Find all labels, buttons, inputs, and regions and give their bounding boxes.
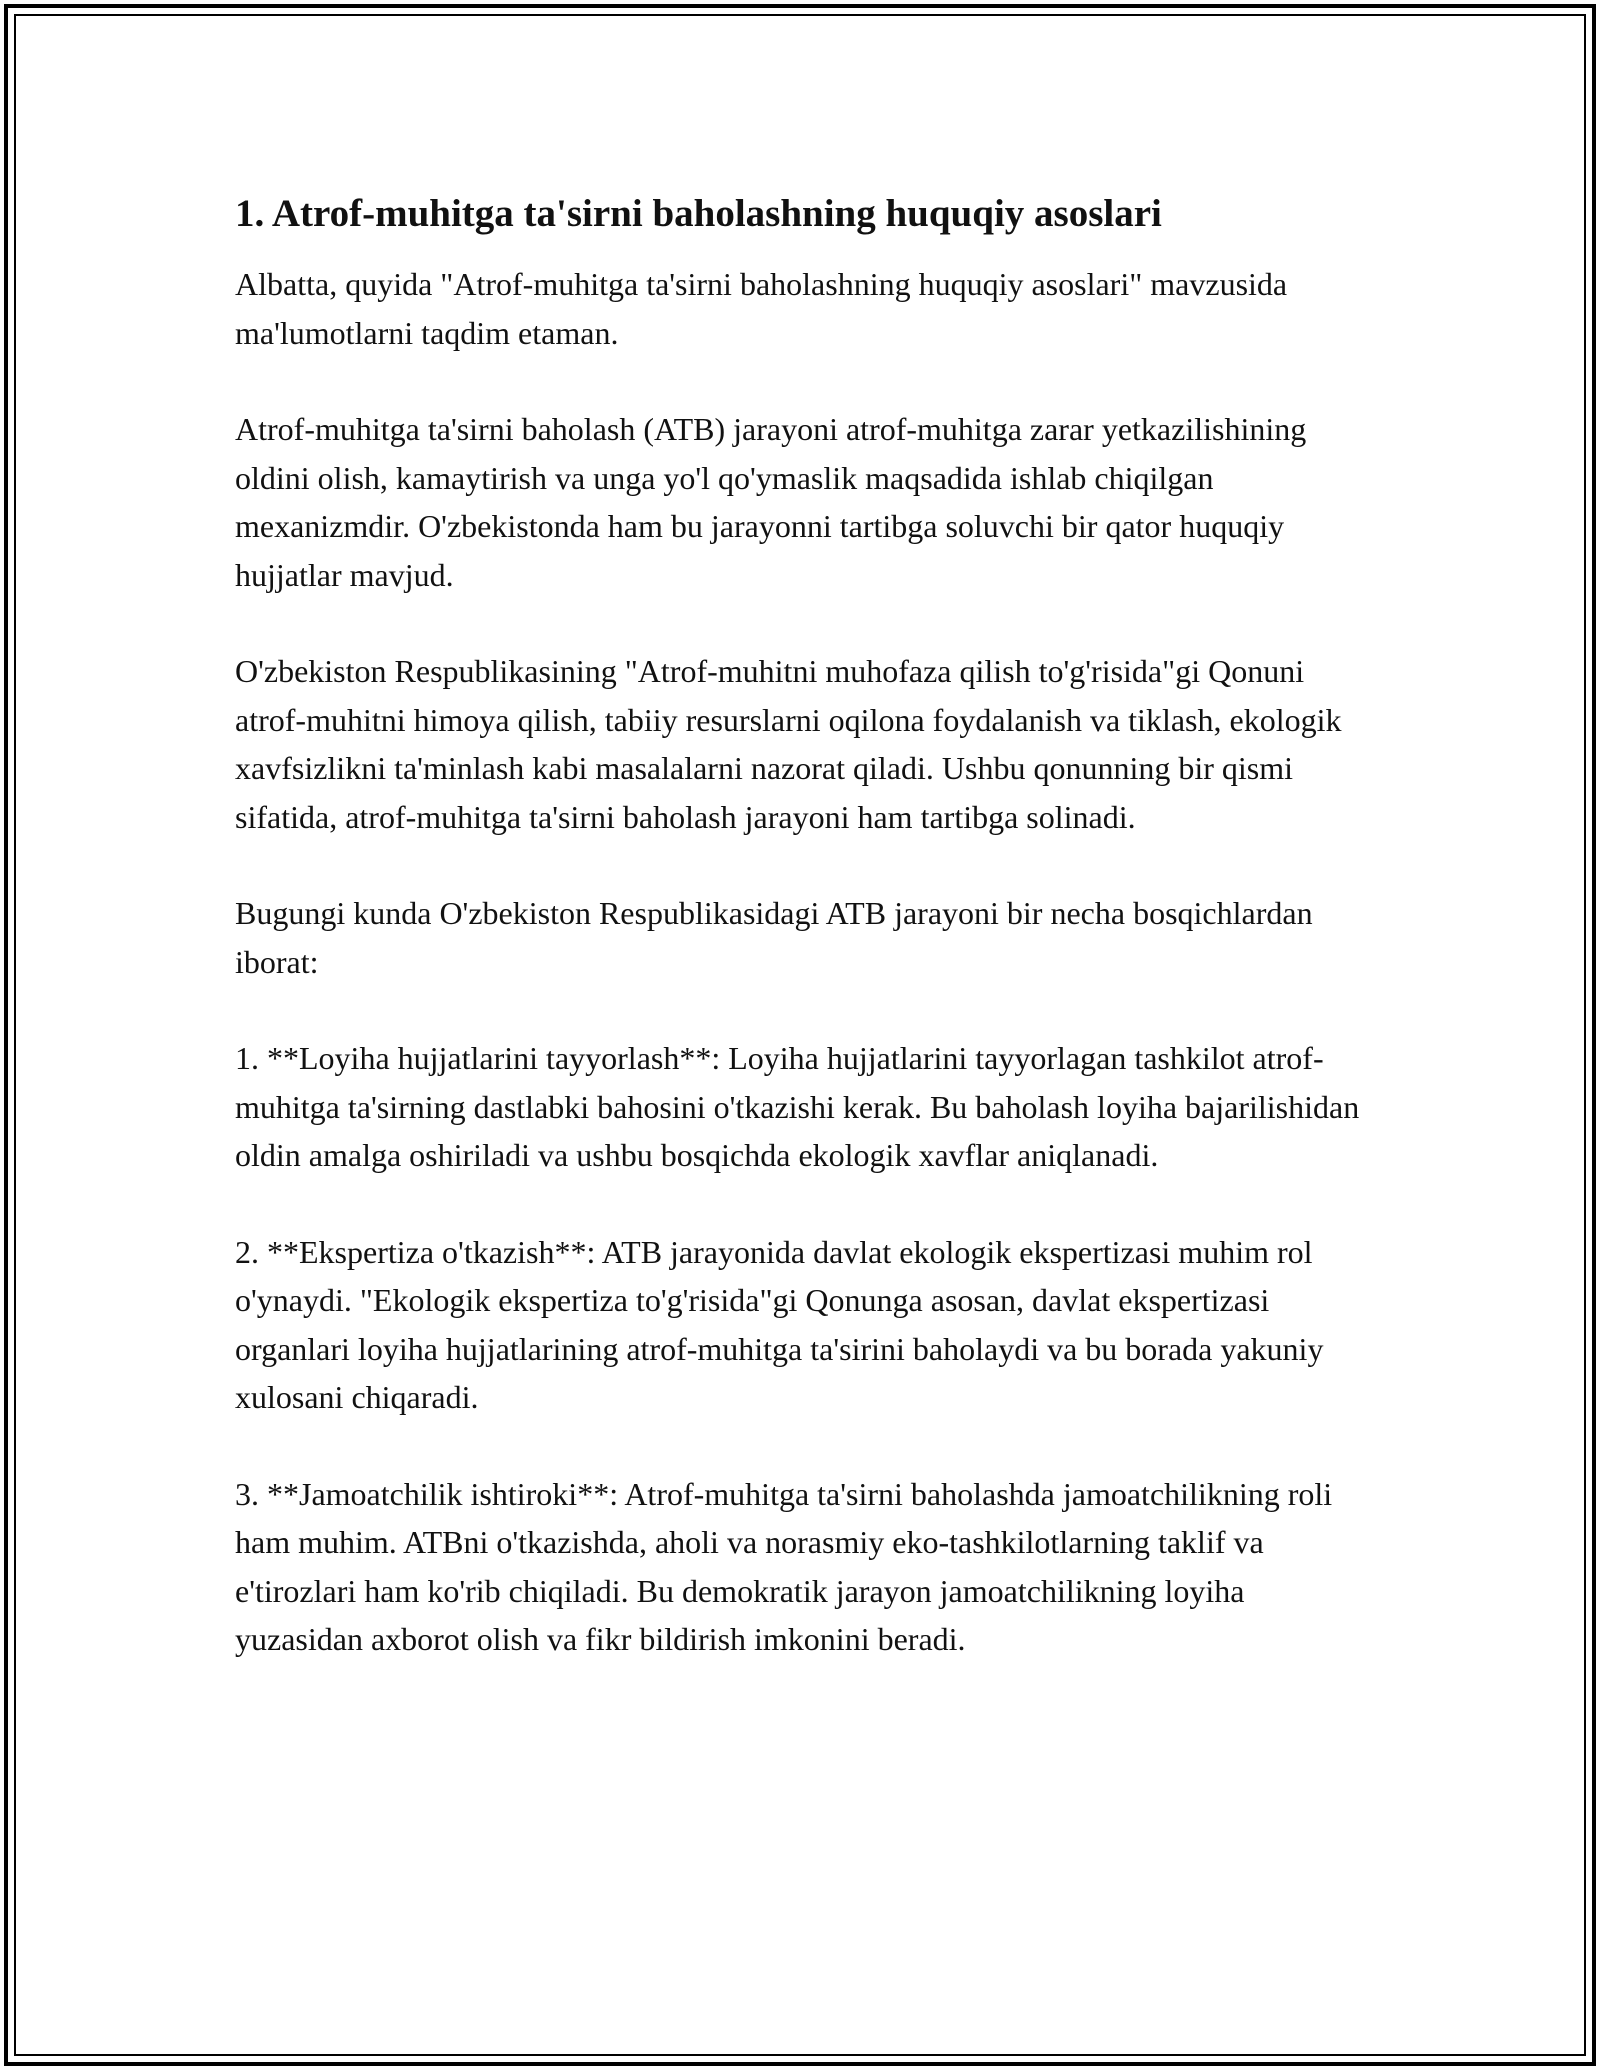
- list-item-stage-2: 2. **Ekspertiza o'tkazish**: ATB jarayonida davlat ekologik ekspertizasi muhim rol o'ynaydi. "Ekologik ekspertiza to'g'risida"gi Qonunga asosan, davlat ekspertizasi organlari loyiha hujjatlarining atrof-muhitga ta'sirini baholaydi va bu borada yakuniy xulosani chiqaradi.: [235, 1233, 1324, 1415]
- document-title: 1. Atrof-muhitga ta'sirni baholashning huquqiy asoslari: [235, 192, 1162, 235]
- paragraph-intro: Albatta, quyida "Atrof-muhitga ta'sirni baholashning huquqiy asoslari" mavzusida ma'lumotlarni taqdim etaman.: [235, 266, 1288, 351]
- list-item-stage-3: 3. **Jamoatchilik ishtiroki**: Atrof-muhitga ta'sirni baholashda jamoatchilikning roli ham muhim. ATBni o'tkazishda, aholi va norasmiy eko-tashkilotlarning taklif va e'tirozlari ham ko'rib chiqiladi. Bu demokratik jarayon jamoatchilikning loyiha yuzasidan axborot olish va fikr bildirish imkonini beradi.: [235, 1475, 1333, 1657]
- list-item-stage-1: 1. **Loyiha hujjatlarini tayyorlash**: Loyiha hujjatlarini tayyorlagan tashkilot atrof-muhitga ta'sirning dastlabki bahosini o'tkazishi kerak. Bu baholash loyiha bajarilishidan oldin amalga oshiriladi va ushbu bosqichda ekologik xavflar aniqlanadi.: [235, 1040, 1360, 1173]
- paragraph-atb-definition: Atrof-muhitga ta'sirni baholash (ATB) jarayoni atrof-muhitga zarar yetkazilishining oldini olish, kamaytirish va unga yo'l qo'ymaslik maqsadida ishlab chiqilgan mexanizmdir. O'zbekistonda ham bu jarayonni tartibga soluvchi bir qator huquqiy hujjatlar mavjud.: [235, 411, 1307, 593]
- document-body: [235, 190, 1380, 1712]
- paragraph-stages-intro: Bugungi kunda O'zbekiston Respublikasidagi ATB jarayoni bir necha bosqichlardan iborat:: [235, 895, 1313, 980]
- paragraph-law: O'zbekiston Respublikasining "Atrof-muhitni muhofaza qilish to'g'risida"gi Qonuni atrof-muhitni himoya qilish, tabiiy resurslarni oqilona foydalanish va tiklash, ekologik xavfsizlikni ta'minlash kabi masalalarni nazorat qiladi. Ushbu qonunning bir qismi sifatida, atrof-muhitga ta'sirni baholash jarayoni ham tartibga solinadi.: [235, 653, 1342, 835]
